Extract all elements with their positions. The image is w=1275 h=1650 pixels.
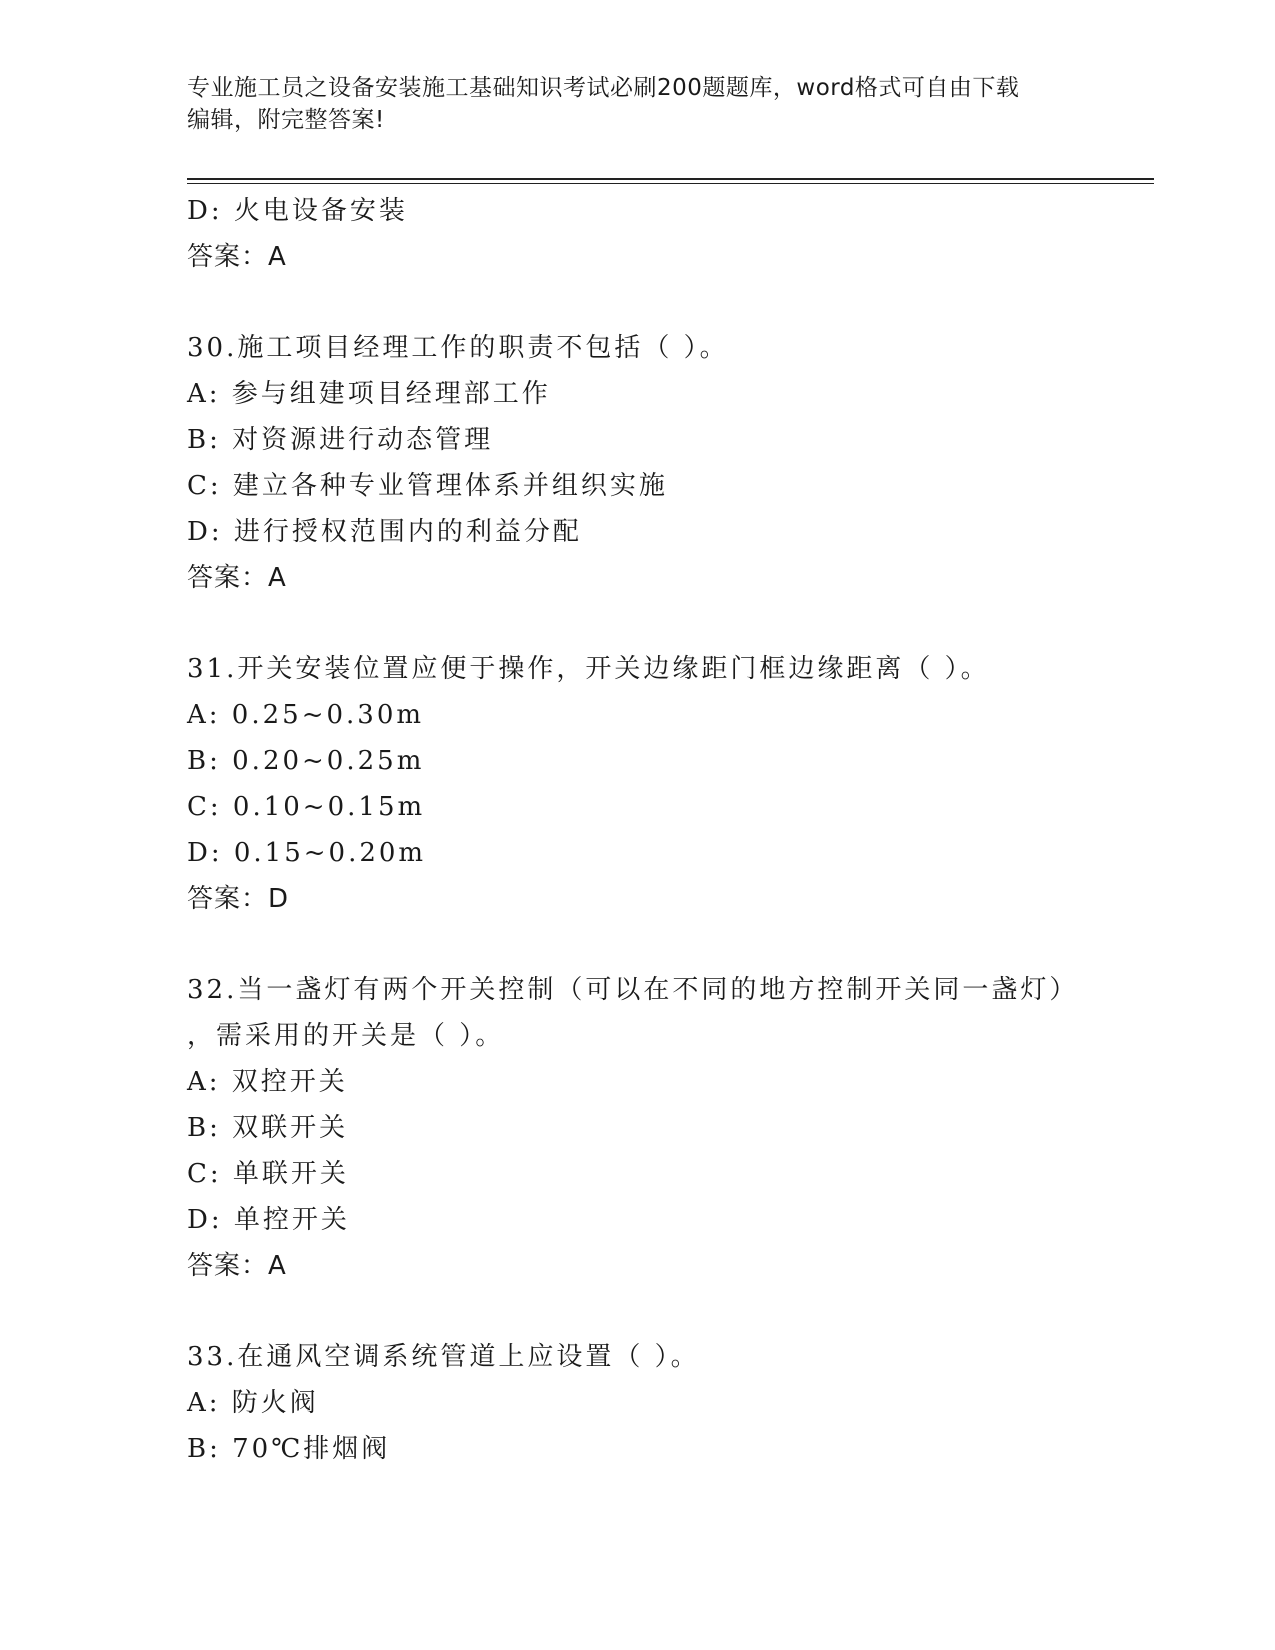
header-title-line-1: 专业施工员之设备安装施工基础知识考试必刷200题题库，word格式可自由下载	[187, 75, 1020, 101]
option-b: B: 双联开关	[187, 1113, 349, 1143]
option-b: B: 0.20~0.25m	[187, 746, 425, 776]
option-d: D: 0.15~0.20m	[187, 838, 427, 868]
question-30	[187, 325, 1087, 601]
answer: 答案：A	[187, 242, 287, 272]
question-stem: 30.施工项目经理工作的职责不包括（ ）。	[187, 333, 729, 363]
question-stem-continued: ，需采用的开关是（ ）。	[187, 1021, 505, 1051]
option-d: D: 单控开关	[187, 1205, 350, 1235]
header-rule-thin	[187, 183, 1154, 184]
question-stem: 32.当一盏灯有两个开关控制（可以在不同的地方控制开关同一盏灯）	[187, 975, 1079, 1005]
header-title-line-2: 编辑，附完整答案!	[187, 107, 385, 133]
option-b: B: 对资源进行动态管理	[187, 425, 494, 455]
question-29-tail	[187, 188, 1087, 280]
option-a: A: 双控开关	[187, 1067, 348, 1097]
option-b: B: 70℃排烟阀	[187, 1434, 391, 1464]
question-31	[187, 646, 1087, 922]
option-c: C: 0.10~0.15m	[187, 792, 426, 822]
header-rule-thick	[187, 178, 1154, 180]
answer: 答案：A	[187, 1251, 287, 1281]
question-33	[187, 1334, 1087, 1472]
option-a: A: 参与组建项目经理部工作	[187, 379, 551, 409]
option-c: C: 建立各种专业管理体系并组织实施	[187, 471, 668, 501]
page-header	[187, 72, 1067, 136]
question-stem: 31.开关安装位置应便于操作，开关边缘距门框边缘距离（ ）。	[187, 654, 990, 684]
question-32	[187, 967, 1087, 1289]
document-body	[187, 188, 1087, 1472]
option-c: C: 单联开关	[187, 1159, 349, 1189]
option-a: A: 0.25~0.30m	[187, 700, 425, 730]
option-a: A: 防火阀	[187, 1388, 319, 1418]
option-d: D: 进行授权范围内的利益分配	[187, 517, 582, 547]
question-stem: 33.在通风空调系统管道上应设置（ ）。	[187, 1342, 700, 1372]
option-d: D: 火电设备安装	[187, 196, 408, 226]
answer: 答案：A	[187, 563, 287, 593]
answer: 答案：D	[187, 884, 290, 914]
